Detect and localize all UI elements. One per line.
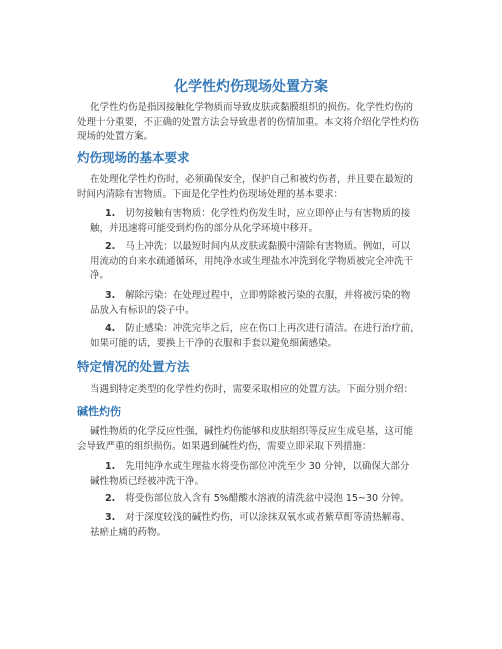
list-item-text: 祛瘀止痛的药物。 xyxy=(90,526,167,538)
list-item xyxy=(77,289,432,318)
list-item xyxy=(77,240,432,284)
list-item-number: 3. xyxy=(105,290,116,301)
list-item-text: 切勿接触有害物质：化学性灼伤发生时，应立即停止与有害物质的接 xyxy=(125,208,411,219)
section1-intro xyxy=(77,173,437,202)
list-item-text: 对于深度较浅的碱性灼伤，可以涂抹双氧水或者紫草酊等清热解毒、 xyxy=(125,512,411,523)
section1-intro-line: 时间内清除有害物质。下面是化学性灼伤现场处理的基本要求： xyxy=(77,188,344,200)
list-item-number: 3. xyxy=(105,512,116,523)
list-item-text: 将受伤部位放入含有 5%醋酸水溶液的清洗盆中浸泡 15~30 分钟。 xyxy=(125,493,410,504)
list-item-number: 2. xyxy=(105,241,116,252)
section2-intro xyxy=(77,383,437,398)
section-heading-special-cases: 特定情况的处置方法 xyxy=(77,359,190,374)
intro-line: 处理十分重要，不正确的处置方法会导致患者的伤情加重。本文将介绍化学性灼伤 xyxy=(77,116,420,128)
list-item xyxy=(77,511,432,540)
list-item-number: 4. xyxy=(105,323,116,334)
list-item-number: 1. xyxy=(105,461,116,472)
list-item xyxy=(77,322,432,351)
list-item-text: 先用纯净水或生理盐水将受伤部位冲洗至少 30 分钟，以确保大部分 xyxy=(125,461,410,472)
list-item xyxy=(77,207,432,236)
list-item-text: 解除污染：在处理过程中，立即剪除被污染的衣服，并将被污染的物 xyxy=(125,290,411,301)
list-item xyxy=(77,460,432,489)
intro-paragraph xyxy=(77,101,437,145)
subsection-heading-alkali-burn: 碱性灼伤 xyxy=(77,405,121,418)
list-item-number: 2. xyxy=(105,493,116,504)
section-heading-basic-requirements: 灼伤现场的基本要求 xyxy=(77,150,190,165)
list-item-text: 品放入有标识的袋子中。 xyxy=(90,304,195,316)
list-item-text: 净。 xyxy=(90,270,110,281)
section1-intro-line: 在处理化学性灼伤时，必须确保安全，保护自己和被灼伤者，并且要在最短的 xyxy=(90,174,414,185)
list-item-text: 防止感染：冲洗完毕之后，应在伤口上再次进行清洁。在进行治疗前， xyxy=(125,323,420,334)
section2-intro-line: 当遇到特定类型的化学性灼伤时，需要采取相应的处置方法。下面分别介绍： xyxy=(90,384,414,395)
subsection-intro-line: 会导致严重的组织损伤。如果遇到碱性灼伤，需要立即采取下列措施： xyxy=(77,440,372,452)
list-item-text: 触，并迅速将可能受到灼伤的部分从化学环境中移开。 xyxy=(90,222,319,234)
intro-line: 现场的处置方案。 xyxy=(77,131,154,142)
list-item-text: 马上冲洗：以最短时间内从皮肤或黏膜中清除有害物质。例如，可以 xyxy=(125,241,411,252)
page-title: 化学性灼伤现场处置方案 xyxy=(174,79,328,95)
list-item-number: 1. xyxy=(105,208,116,219)
list-item-text: 用流动的自来水疏通循环，用纯净水或生理盐水冲洗到化学物质被完全冲洗干 xyxy=(90,255,414,267)
list-item xyxy=(77,492,432,507)
subsection-intro-line: 碱性物质的化学反应性强，碱性灼伤能够和皮肤组织等反应生成皂基，这可能 xyxy=(90,426,414,437)
intro-line: 化学性灼伤是指因接触化学物质而导致皮肤或黏膜组织的损伤。化学性灼伤的 xyxy=(90,102,414,113)
list-item-text: 如果可能的话，要换上干净的衣服和手套以避免细菌感染。 xyxy=(90,337,338,349)
list-item-text: 碱性物质已经被冲洗干净。 xyxy=(90,475,205,487)
subsection-intro xyxy=(77,425,437,454)
